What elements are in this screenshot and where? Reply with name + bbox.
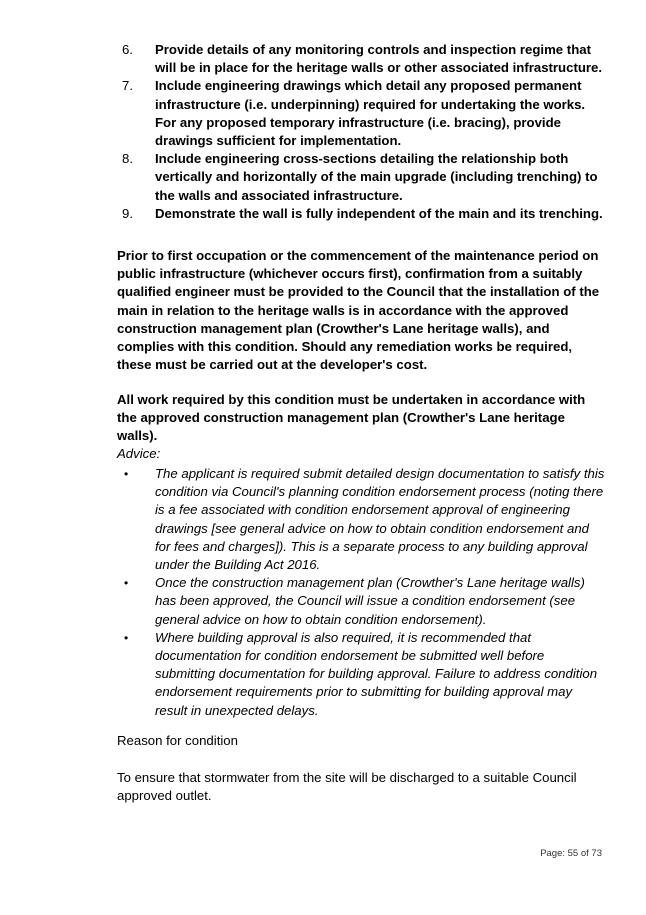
list-item [0, 77, 646, 150]
advice-item-text: Once the construction management plan (Crowther's Lane heritage walls) has been approved, the Council will issue a condition endorsement (see general advice on how to obtain condition endorsement). [155, 575, 585, 627]
bullet-icon: • [124, 576, 129, 591]
all-work-paragraph: All work required by this condition must be undertaken in accordance with the approved construction management plan (Crowther's Lane heritage walls). [117, 392, 586, 444]
list-item-text: Demonstrate the wall is fully independent of the main and its trenching. [155, 205, 603, 221]
list-item [0, 41, 646, 77]
list-item-number: 8. [122, 151, 133, 167]
list-item [0, 150, 646, 205]
advice-item-text: The applicant is required submit detailed design documentation to satisfy this condition via Council's planning condition endorsement process (noting there is a fee associated with condition endorsement approval of engineering drawings [see general advice on how to obtain condition endorsement and for fees and charges]). This is a separate process to any building approval under the Building Act 2016. [155, 466, 605, 573]
advice-item-text: Where building approval is also required, it is recommended that documentation for condition endorsement be submitted well before submitting documentation for building approval. Failure to address condition endorsement requirements prior to submitting for building approval may result in unexpected delays. [155, 629, 598, 718]
numbered-condition-list [0, 41, 646, 223]
list-item-text: Include engineering cross-sections detailing the relationship both vertically and horizontally of the main upgrade (including trenching) to the walls and associated infrastructure. [155, 151, 598, 203]
list-item [0, 205, 646, 223]
list-item-text: Include engineering drawings which detail any proposed permanent infrastructure (i.e. underpinning) required for undertaking the works. For any proposed temporary infrastructure (i.e. bracing), provide drawings sufficient for implementation. [155, 78, 586, 149]
advice-item [0, 465, 646, 574]
list-item-number: 9. [122, 205, 133, 221]
reason-text: To ensure that stormwater from the site will be discharged to a suitable Council approved outlet. [117, 770, 577, 804]
occupation-paragraph: Prior to first occupation or the commencement of the maintenance period on public infrastructure (whichever occurs first), confirmation from a suitably qualified engineer must be provided to the Council that the installation of the main in relation to the heritage walls is in accordance with the approved construction management plan (Crowther's Lane heritage walls), and complies with this condition. Should any remediation works be required, these must be carried out at the developer's cost. [117, 248, 600, 373]
bullet-icon: • [124, 630, 129, 645]
list-item-number: 7. [122, 78, 133, 94]
page-number: Page: 55 of 73 [540, 848, 602, 859]
list-item-text: Provide details of any monitoring controls and inspection regime that will be in place for the heritage walls or other associated infrastructure. [155, 42, 603, 76]
advice-heading: Advice: [117, 446, 161, 461]
advice-list [0, 465, 646, 720]
bullet-icon: • [124, 467, 129, 481]
reason-heading: Reason for condition [117, 733, 238, 748]
advice-item [0, 629, 646, 720]
advice-item [0, 574, 646, 629]
list-item-number: 6. [122, 42, 133, 57]
